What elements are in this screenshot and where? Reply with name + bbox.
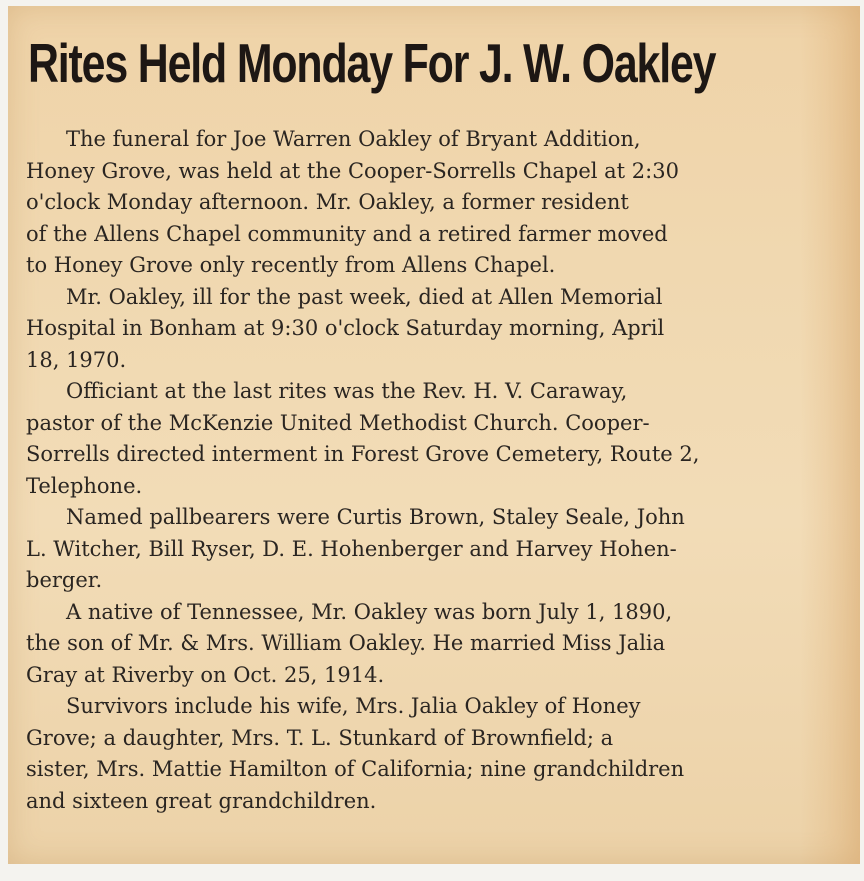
article-body — [26, 124, 861, 817]
article-line: Sorrells directed interment in Forest Grove Cemetery, Route 2, — [26, 442, 700, 466]
newspaper-clipping — [8, 6, 860, 864]
article-line: L. Witcher, Bill Ryser, D. E. Hohenberger and Harvey Hohen- — [26, 536, 677, 561]
article-line: A native of Tennessee, Mr. Oakley was born July 1, 1890, — [66, 599, 673, 624]
article-line: Officiant at the last rites was the Rev. H. V. Caraway, — [66, 379, 628, 403]
article-line: Named pallbearers were Curtis Brown, Staley Seale, John — [66, 505, 685, 529]
headline: Rites Held Monday For J. W. Oakley — [28, 32, 716, 94]
article-line: the son of Mr. & Mrs. William Oakley. He married Miss Jalia — [26, 631, 666, 655]
article-line: Mr. Oakley, ill for the past week, died at Allen Memorial — [66, 284, 663, 309]
article-line: 18, 1970. — [26, 347, 127, 372]
article-line: Telephone. — [26, 473, 143, 498]
article-line: Honey Grove, was held at the Cooper-Sorrells Chapel at 2:30 — [26, 158, 679, 183]
article-line: berger. — [26, 568, 103, 592]
article-line: Grove; a daughter, Mrs. T. L. Stunkard of Brownfield; a — [26, 725, 614, 750]
article-line: Hospital in Bonham at 9:30 o'clock Saturday morning, April — [26, 316, 665, 340]
article-line: pastor of the McKenzie United Methodist Church. Cooper- — [26, 410, 650, 435]
article-line: Survivors include his wife, Mrs. Jalia Oakley of Honey — [66, 694, 641, 718]
article-line: to Honey Grove only recently from Allens Chapel. — [26, 253, 556, 277]
article-line: sister, Mrs. Mattie Hamilton of California; nine grandchildren — [26, 757, 685, 781]
article-line: of the Allens Chapel community and a retired farmer moved — [26, 221, 668, 246]
article-line: The funeral for Joe Warren Oakley of Bryant Addition, — [66, 127, 641, 151]
article-line: and sixteen great grandchildren. — [26, 788, 377, 813]
article-line: Gray at Riverby on Oct. 25, 1914. — [26, 662, 385, 687]
article-line: o'clock Monday afternoon. Mr. Oakley, a former resident — [26, 190, 629, 214]
